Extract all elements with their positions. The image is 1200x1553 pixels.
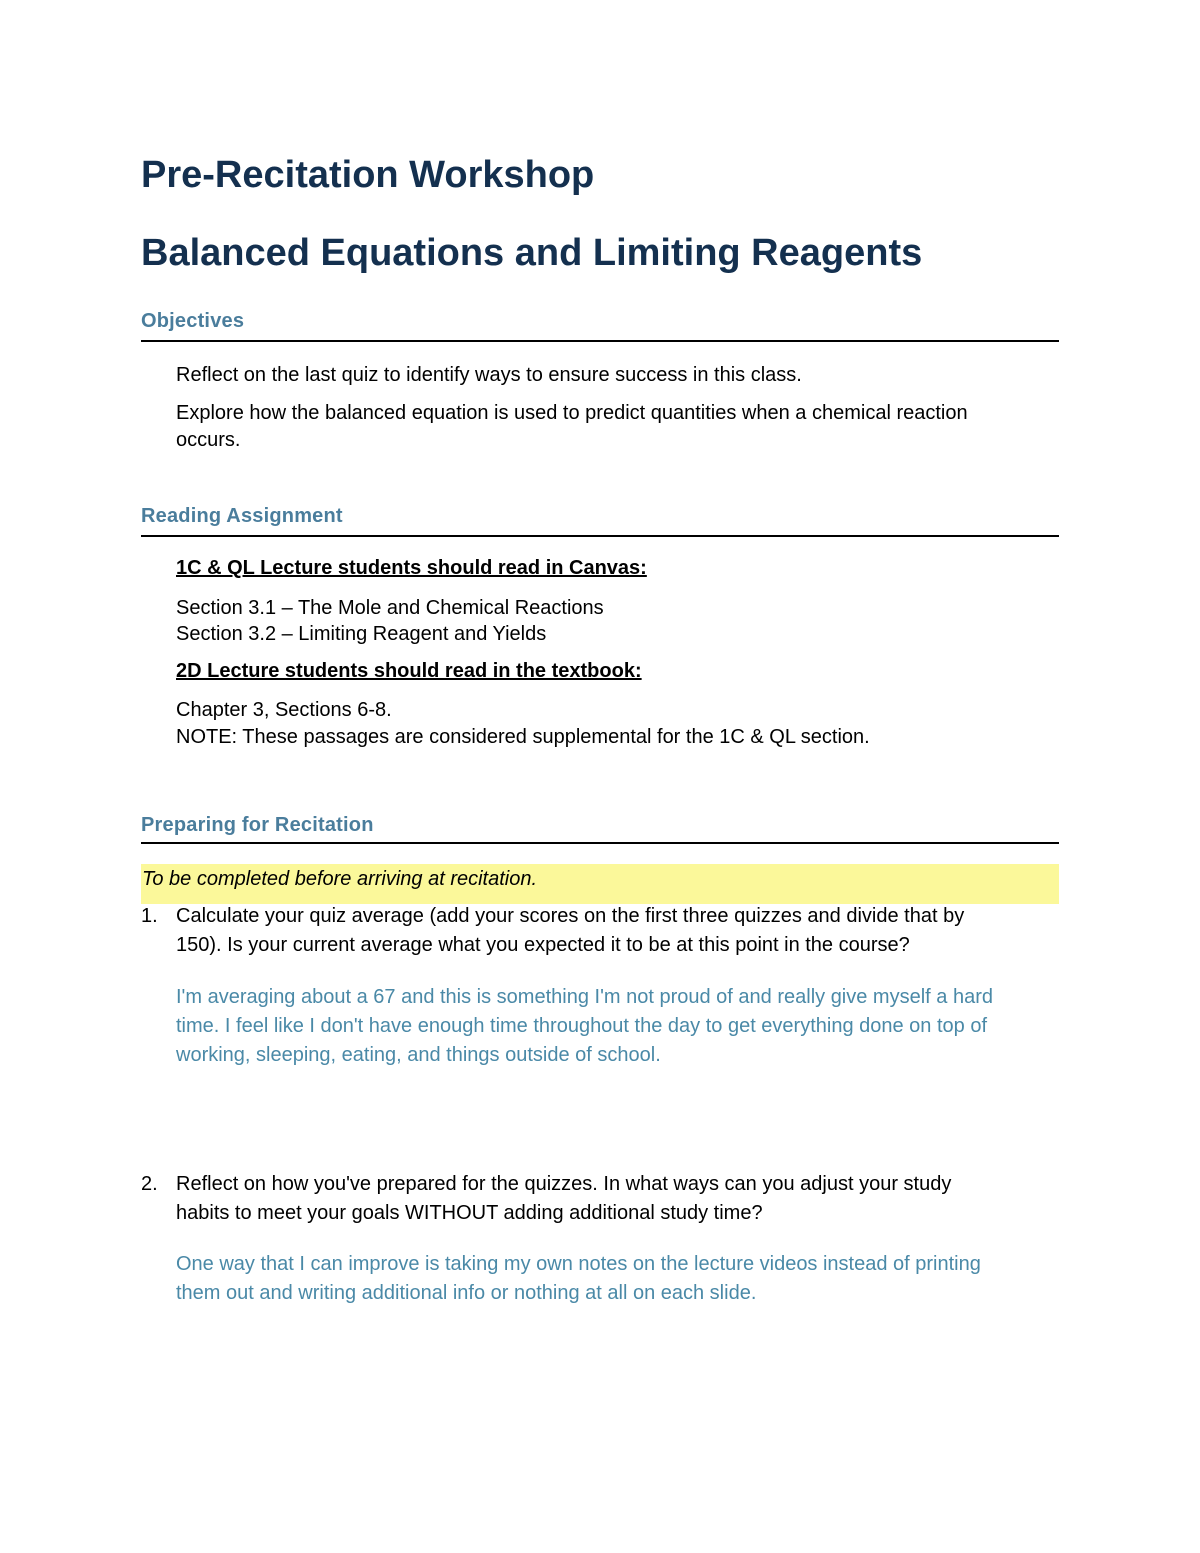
- question-text: habits to meet your goals WITHOUT adding additional study time?: [176, 1202, 763, 1224]
- instruction-note: To be completed before arriving at recitation.: [142, 868, 538, 890]
- page-title: Pre-Recitation Workshop: [141, 154, 595, 196]
- preparing-heading: Preparing for Recitation: [141, 814, 374, 836]
- reading-group2-heading: 2D Lecture students should read in the textbook:: [176, 660, 642, 682]
- reading-line: Section 3.2 – Limiting Reagent and Yields: [176, 623, 547, 645]
- question-text: Calculate your quiz average (add your scores on the first three quizzes and divide that by: [176, 905, 965, 927]
- answer-text: I'm averaging about a 67 and this is something I'm not proud of and really give myself a hard: [176, 986, 993, 1008]
- preparing-rule: [141, 842, 1059, 844]
- answer-text: working, sleeping, eating, and things outside of school.: [176, 1044, 661, 1066]
- objectives-heading: Objectives: [141, 310, 245, 332]
- question-text: 150). Is your current average what you expected it to be at this point in the course?: [176, 934, 910, 956]
- page-subtitle: Balanced Equations and Limiting Reagents: [141, 232, 923, 274]
- reading-note: NOTE: These passages are considered supplemental for the 1C & QL section.: [176, 726, 870, 748]
- objective-item: Reflect on the last quiz to identify ways to ensure success in this class.: [176, 364, 802, 386]
- objective-item: Explore how the balanced equation is used to predict quantities when a chemical reaction: [176, 402, 968, 424]
- answer-text: time. I feel like I don't have enough time throughout the day to get everything done on top of: [176, 1015, 988, 1037]
- question-number: 1.: [141, 905, 158, 927]
- objective-item-continued: occurs.: [176, 429, 241, 451]
- answer-text: One way that I can improve is taking my own notes on the lecture videos instead of printing: [176, 1253, 981, 1275]
- reading-line: Chapter 3, Sections 6-8.: [176, 699, 392, 721]
- reading-line: Section 3.1 – The Mole and Chemical Reactions: [176, 597, 604, 619]
- reading-rule: [141, 535, 1059, 537]
- reading-group1-heading: 1C & QL Lecture students should read in Canvas:: [176, 557, 647, 579]
- answer-text: them out and writing additional info or nothing at all on each slide.: [176, 1282, 757, 1304]
- reading-heading: Reading Assignment: [141, 505, 343, 527]
- objectives-rule: [141, 340, 1059, 342]
- question-text: Reflect on how you've prepared for the quizzes. In what ways can you adjust your study: [176, 1173, 952, 1195]
- question-number: 2.: [141, 1173, 158, 1195]
